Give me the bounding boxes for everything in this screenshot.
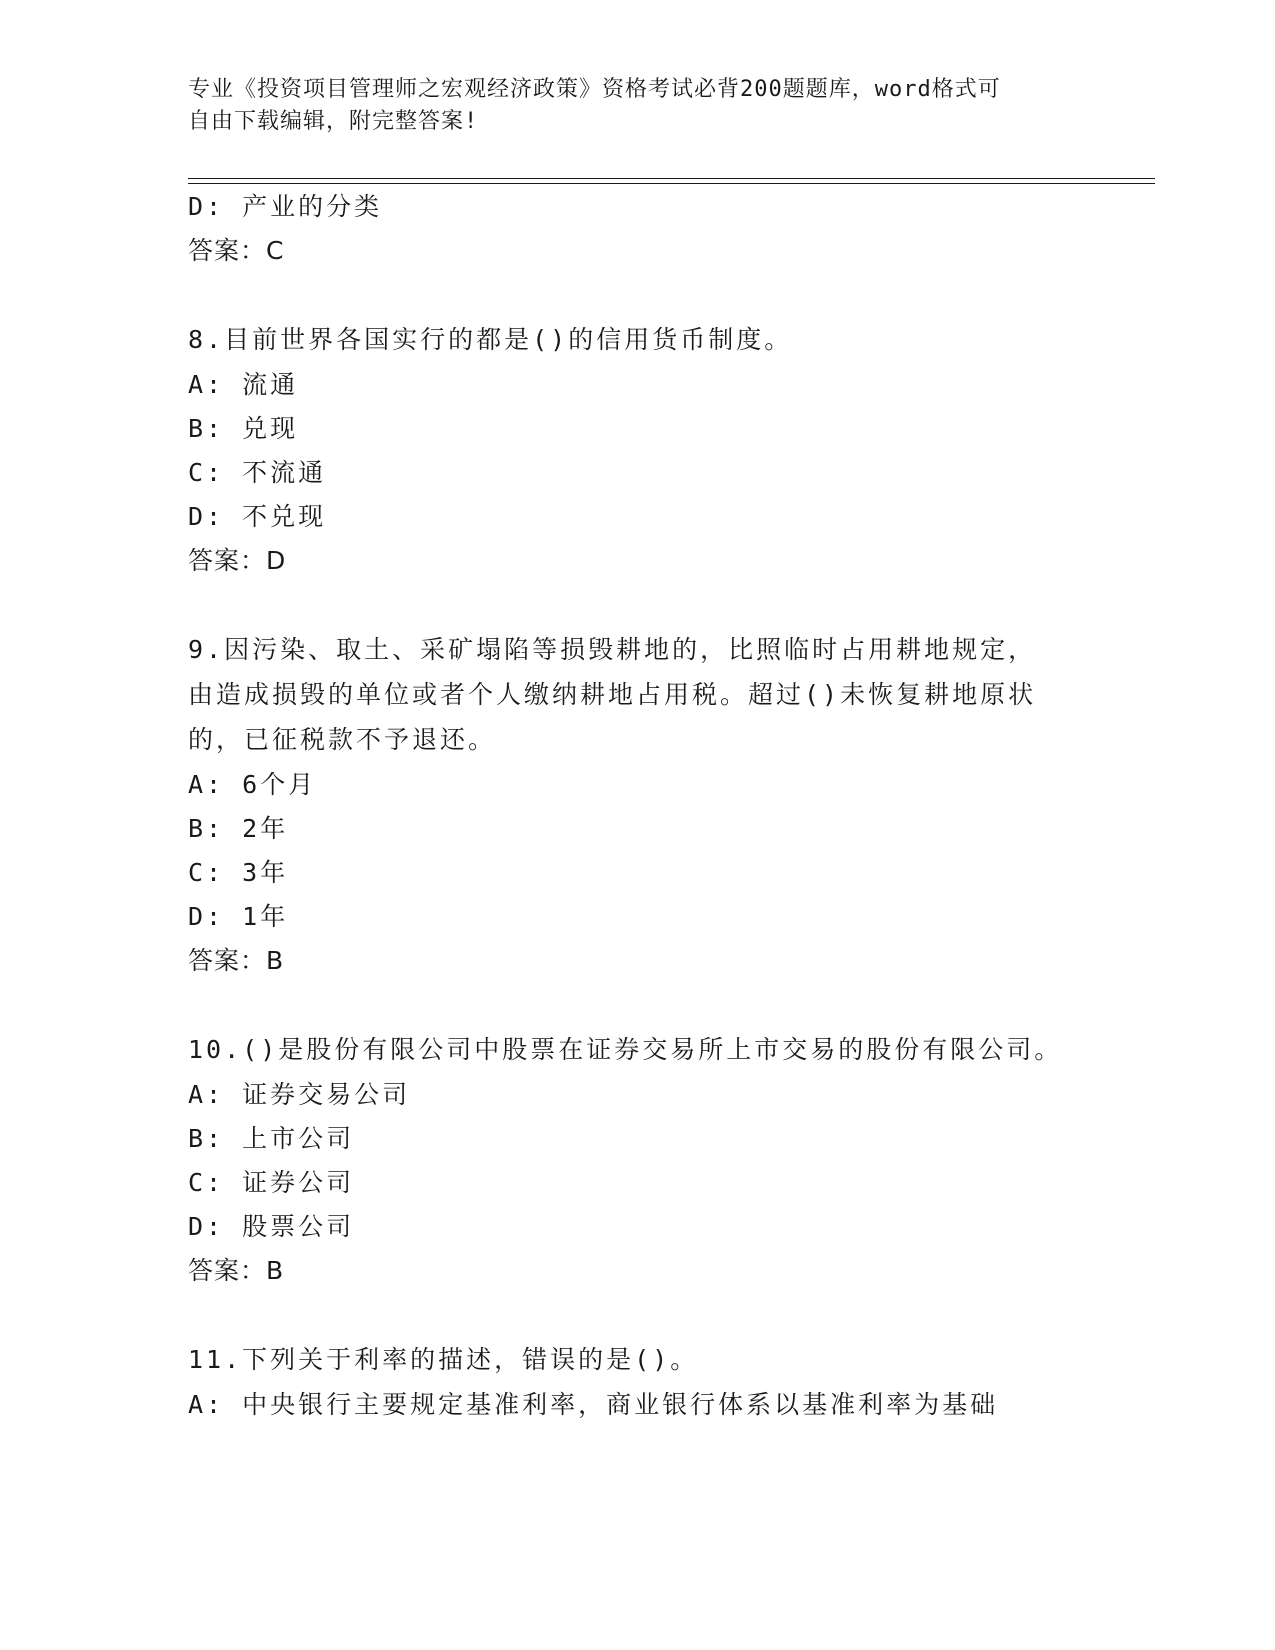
q9-option-a: A: 6个月 [188,770,317,799]
q10-option-c: C: 证券公司 [188,1168,355,1197]
q8-answer: 答案：D [188,546,287,575]
q10-answer: 答案：B [188,1256,285,1285]
q11-stem: 11.下列关于利率的描述，错误的是()。 [188,1345,699,1374]
q11-option-a: A: 中央银行主要规定基准利率，商业银行体系以基准利率为基础 [188,1390,999,1419]
document-header [188,74,1068,138]
header-line-1: 专业《投资项目管理师之宏观经济政策》资格考试必背200题题库，word格式可 [188,77,1001,102]
q9-stem-line-3: 的，已征税款不予退还。 [188,725,497,754]
q10-option-b: B: 上市公司 [188,1124,355,1153]
q10-option-a: A: 证券交易公司 [188,1080,411,1109]
q8-option-a: A: 流通 [188,370,299,399]
q9-option-d: D: 1年 [188,902,289,931]
q9-stem-line-1: 9.因污染、取土、采矿塌陷等损毁耕地的，比照临时占用耕地规定， [188,635,1037,664]
q9-option-b: B: 2年 [188,814,289,843]
q9-option-c: C: 3年 [188,858,289,887]
prev-option-d: D: 产业的分类 [188,192,383,221]
header-line-2: 自由下载编辑，附完整答案! [188,109,479,134]
q9-answer: 答案：B [188,946,285,975]
prev-answer: 答案：C [188,236,285,265]
header-divider-bottom [188,183,1155,184]
q8-option-c: C: 不流通 [188,458,327,487]
header-divider-top [188,178,1155,179]
q10-option-d: D: 股票公司 [188,1212,355,1241]
q8-stem: 8.目前世界各国实行的都是()的信用货币制度。 [188,325,793,354]
q8-option-d: D: 不兑现 [188,502,327,531]
q9-stem-line-2: 由造成损毁的单位或者个人缴纳耕地占用税。超过()未恢复耕地原状 [188,680,1037,709]
q8-option-b: B: 兑现 [188,414,299,443]
q10-stem: 10.()是股份有限公司中股票在证券交易所上市交易的股份有限公司。 [188,1035,1063,1064]
